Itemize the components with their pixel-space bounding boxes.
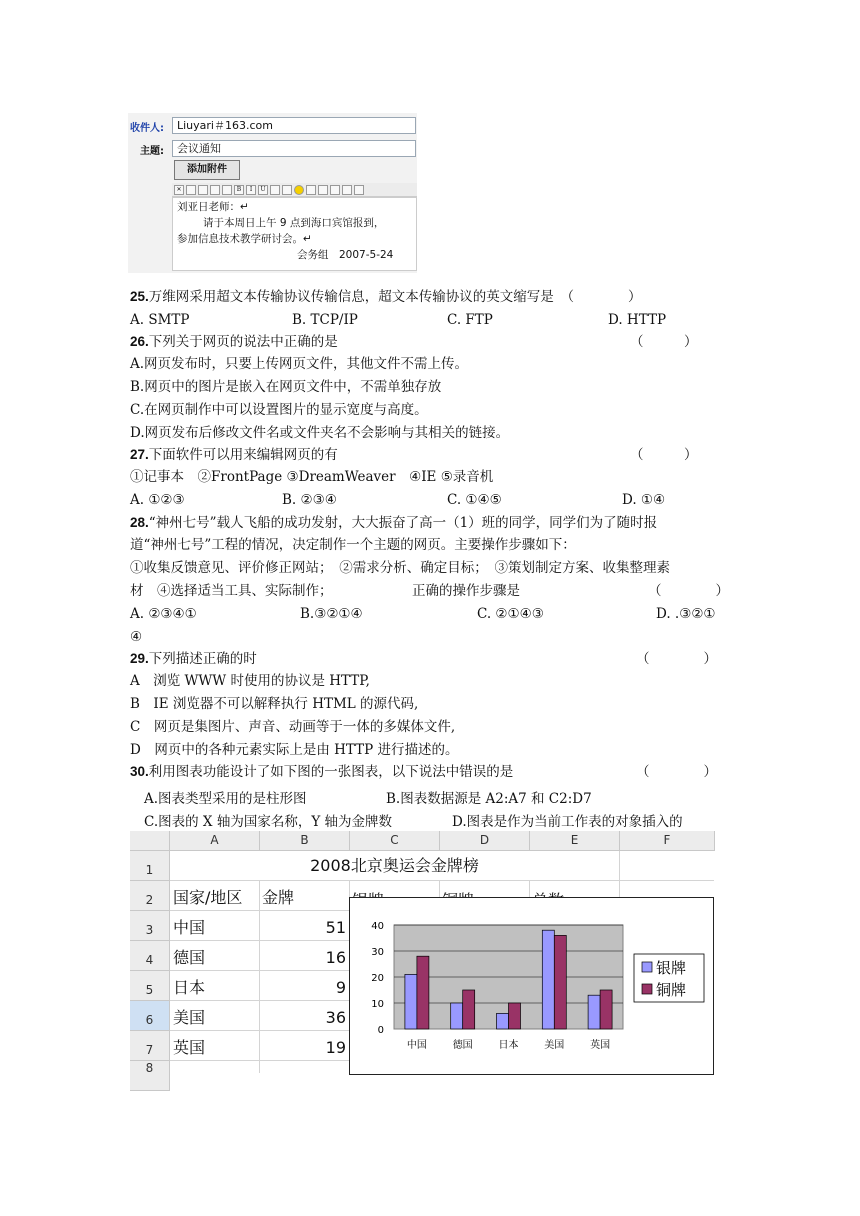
q26-option-b: B.网页中的图片是嵌入在网页文件中，不需单独存放 (130, 379, 442, 395)
q29-answer-paren: （ ） (636, 651, 717, 667)
col-header-b: B (260, 831, 350, 851)
q28-number: 28. (130, 515, 149, 530)
copy-icon[interactable] (186, 185, 196, 195)
q29-number: 29. (130, 651, 149, 666)
row-header-2: 2 (130, 881, 170, 911)
editor-toolbar (172, 183, 417, 197)
image-icon[interactable] (306, 185, 316, 195)
y-tick-label: 10 (371, 999, 384, 1010)
q27-answer-paren: （ ） (630, 447, 698, 463)
q30-option-d: D.图表是作为当前工作表的对象插入的 (452, 814, 683, 830)
q27-option-d: D. ①④ (622, 492, 666, 508)
x-tick-label: 中国 (406, 1040, 427, 1051)
sheet-corner (130, 831, 170, 851)
q28-line4: 材 ④选择适当工具、实际制作； (130, 583, 333, 599)
bar-bronze (554, 935, 566, 1029)
q27-option-c: C. ①④⑤ (447, 492, 502, 508)
col-header-f: F (620, 831, 715, 851)
q28-answer-paren: （ ） (648, 583, 729, 599)
legend-label: 银牌 (656, 959, 687, 977)
bar-bronze (509, 1003, 521, 1029)
cell-gold[interactable]: 16 (325, 948, 346, 967)
gridline (529, 881, 530, 897)
q27-number: 27. (130, 447, 149, 462)
link-icon[interactable] (222, 185, 232, 195)
q29-stem-line (130, 650, 257, 668)
q28-line2: 道“神州七号”工程的情况，决定制作一个主题的网页。主要操作步骤如下： (130, 537, 576, 553)
embedded-bar-chart[interactable] (349, 897, 714, 1075)
cut-icon[interactable]: ✕ (174, 185, 184, 195)
message-body-editor[interactable] (172, 197, 417, 271)
font-color-icon[interactable] (270, 185, 280, 195)
q27-option-b: B. ②③④ (282, 492, 337, 508)
spreadsheet-screenshot (130, 831, 714, 1073)
q26-stem-line (130, 333, 338, 351)
row-header-8: 8 (130, 1061, 170, 1091)
q26-number: 26. (130, 334, 149, 349)
subject-label: 主题: (140, 146, 164, 157)
q27-stem-line (130, 446, 338, 464)
gridline (170, 1060, 349, 1061)
y-tick-label: 30 (371, 947, 384, 958)
col-header-a: A (170, 831, 260, 851)
cell-country[interactable]: 美国 (173, 1008, 206, 1027)
cell-e2[interactable] (532, 881, 618, 897)
q29-option-d: D 网页中的各种元素实际上是由 HTTP 进行描述的。 (130, 742, 459, 758)
cell-b2[interactable]: 金牌 (262, 888, 295, 907)
q26-option-a: A.网页发布时，只要上传网页文件，其他文件不需上传。 (130, 356, 469, 372)
numbered-list-icon[interactable] (330, 185, 340, 195)
cell-gold[interactable]: 19 (325, 1038, 346, 1057)
q29-option-c: C 网页是集图片、声音、动画等于一体的多媒体文件, (130, 719, 456, 735)
cell-gold[interactable]: 9 (335, 978, 346, 997)
q27-option-a: A. ①②③ (130, 492, 185, 508)
x-tick-label: 美国 (544, 1040, 565, 1051)
row-header-4: 4 (130, 941, 170, 971)
q30-option-b: B.图表数据源是 A2:A7 和 C2:D7 (386, 791, 592, 807)
recipient-field[interactable]: Liuyari＃163.com (172, 117, 416, 134)
cell-country[interactable]: 德国 (173, 948, 206, 967)
q29-stem: 下列描述正确的时 (148, 651, 257, 667)
q25-option-d: D. HTTP (608, 312, 667, 328)
q26-answer-paren: （ ） (630, 334, 698, 350)
body-line: 刘亚日老师：↵ (177, 201, 249, 213)
bar-bronze (417, 956, 429, 1029)
row-header-3: 3 (130, 911, 170, 941)
bar-bronze (600, 990, 612, 1029)
italic-icon[interactable]: I (246, 185, 256, 195)
q25-option-a: A. SMTP (130, 312, 190, 328)
cell-gold[interactable]: 36 (325, 1008, 346, 1027)
cell-country[interactable]: 中国 (173, 918, 206, 937)
row-header-7: 7 (130, 1031, 170, 1061)
y-tick-label: 20 (371, 973, 384, 984)
legend-swatch (642, 984, 652, 994)
q29-option-a: A 浏览 WWW 时使用的协议是 HTTP, (130, 673, 370, 689)
format-icon[interactable] (210, 185, 220, 195)
col-header-d: D (440, 831, 530, 851)
q25-stem: 万维网采用超文本传输协议传输信息，超文本传输协议的英文缩写是 （ ） (148, 289, 642, 305)
subject-field[interactable]: 会议通知 (172, 140, 416, 157)
body-line: 会务组 2007-5-24 (297, 249, 394, 261)
y-tick-label: 0 (377, 1025, 384, 1036)
cell-c2[interactable] (352, 881, 438, 897)
recipient-label: 收件人: (130, 123, 164, 134)
q30-answer-paren: （ ） (636, 764, 717, 780)
bar-silver (405, 974, 417, 1029)
gridline (619, 851, 620, 897)
align-left-icon[interactable] (318, 185, 328, 195)
q30-stem-line (130, 763, 513, 781)
body-line: 参加信息技术教学研讨会。↵ (177, 233, 312, 245)
q26-option-d: D.网页发布后修改文件名或文件夹名不会影响与其相关的链接。 (130, 425, 510, 441)
add-attachment-button[interactable]: 添加附件 (174, 160, 240, 180)
x-tick-label: 英国 (590, 1040, 611, 1051)
q26-option-c: C.在网页制作中可以设置图片的显示宽度与高度。 (130, 402, 428, 418)
bar-silver (497, 1013, 509, 1029)
row-header-6: 6 (130, 1001, 170, 1031)
sheet-title-cell[interactable]: 2008北京奥运会金牌榜 (310, 856, 479, 875)
legend-label: 铜牌 (656, 981, 687, 999)
col-header-e: E (530, 831, 620, 851)
q28-option-a: A. ②③④① (130, 606, 197, 622)
bullet-list-icon[interactable] (342, 185, 352, 195)
x-tick-label: 日本 (498, 1040, 519, 1051)
cell-a2[interactable]: 国家/地区 (173, 888, 243, 907)
row-header-1: 1 (130, 851, 170, 881)
q30-stem: 利用图表功能设计了如下图的一张图表，以下说法中错误的是 (148, 764, 514, 780)
q28-line3: ①收集反馈意见、评价修正网站； ②需求分析、确定目标； ③策划制定方案、收集整理素 (130, 560, 670, 576)
bar-bronze (463, 990, 475, 1029)
emoticon-icon[interactable] (294, 185, 304, 195)
q30-option-c: C.图表的 X 轴为国家名称，Y 轴为金牌数 (144, 814, 393, 830)
cell-d2[interactable] (442, 881, 528, 897)
email-compose-screenshot (128, 113, 417, 273)
indent-icon[interactable] (354, 185, 364, 195)
underline-icon[interactable]: U (258, 185, 268, 195)
gridline (439, 881, 440, 897)
q28-line4b: 正确的操作步骤是 (412, 583, 520, 599)
q28-option-c: C. ②①④③ (477, 606, 544, 622)
bar-silver (542, 930, 554, 1029)
q29-option-b: B IE 浏览器不可以解释执行 HTML 的源代码, (130, 696, 419, 712)
q25-option-b: B. TCP/IP (292, 312, 358, 328)
cell-gold[interactable]: 51 (325, 918, 346, 937)
q25-number: 25. (130, 289, 149, 304)
cell-country[interactable]: 日本 (173, 978, 206, 997)
x-tick-label: 德国 (452, 1040, 473, 1051)
highlight-icon[interactable] (282, 185, 292, 195)
body-line: 请于本周日上午 9 点到海口宾馆报到， (203, 217, 385, 229)
q25-option-c: C. FTP (447, 312, 493, 328)
col-header-c: C (350, 831, 440, 851)
q28-stem-line (130, 514, 657, 532)
q28-option-d-cont: ④ (130, 629, 143, 645)
bar-chart-svg (350, 898, 713, 1074)
y-tick-label: 40 (371, 921, 384, 932)
bold-icon[interactable]: B (234, 185, 244, 195)
bar-silver (588, 995, 600, 1029)
paste-icon[interactable] (198, 185, 208, 195)
q30-number: 30. (130, 764, 149, 779)
legend-swatch (642, 962, 652, 972)
q28-option-d: D. .③②① (656, 606, 716, 622)
q26-stem: 下列关于网页的说法中正确的是 (148, 334, 338, 350)
row-header-5: 5 (130, 971, 170, 1001)
q27-stem: 下面软件可以用来编辑网页的有 (148, 447, 338, 463)
q28-line1: “神州七号”载人飞船的成功发射，大大振奋了高一（1）班的同学，同学们为了随时报 (148, 515, 658, 531)
q30-option-a: A.图表类型采用的是柱形图 (144, 791, 307, 807)
q28-option-b: B.③②①④ (300, 606, 363, 622)
cell-country[interactable]: 英国 (173, 1038, 206, 1057)
q27-items: ①记事本 ②FrontPage ③DreamWeaver ④IE ⑤录音机 (130, 469, 494, 485)
bar-silver (451, 1003, 463, 1029)
q25-stem-line (130, 288, 642, 306)
